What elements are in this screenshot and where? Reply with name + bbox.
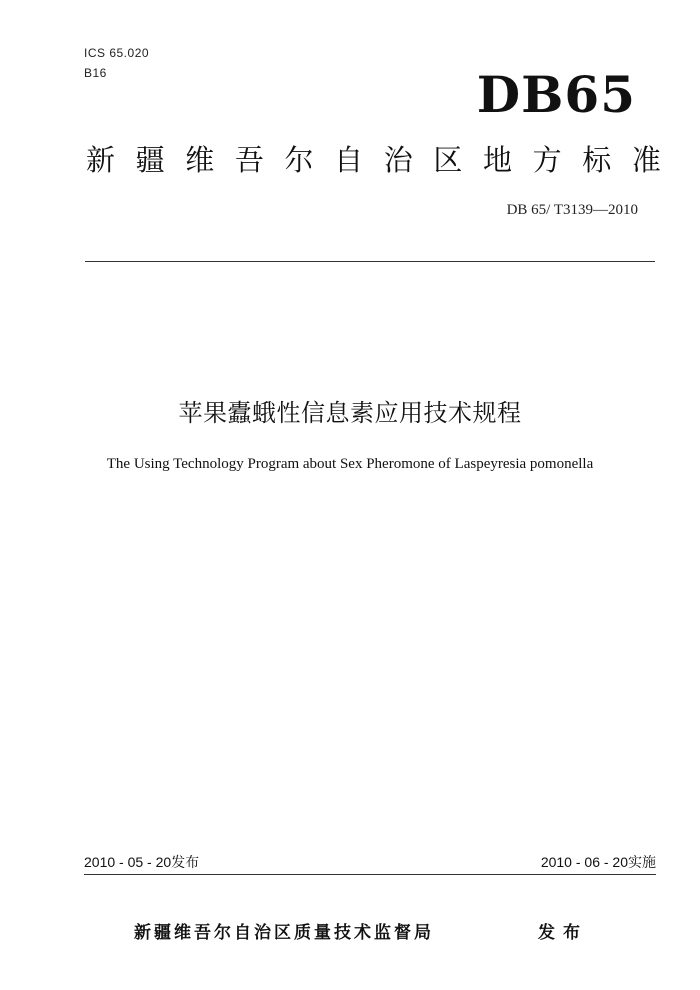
issue-date: 2010 - 05 - 20 — [84, 854, 172, 870]
ccs-code: B16 — [84, 66, 107, 80]
standard-type-heading — [86, 143, 661, 177]
standard-type-char: 维 — [185, 143, 215, 177]
implement-date-suffix: 实施 — [628, 855, 656, 871]
standard-type-char: 方 — [532, 143, 562, 177]
date-row — [84, 852, 656, 872]
standard-type-char: 治 — [383, 143, 413, 177]
issue-date-suffix: 发布 — [171, 855, 200, 871]
implement-date-group — [541, 852, 656, 872]
standard-type-char: 新 — [86, 143, 116, 177]
document-title-chinese: 苹果蠹蛾性信息素应用技术规程 — [178, 399, 522, 427]
issue-date-group — [84, 852, 199, 872]
standard-type-char: 疆 — [135, 143, 165, 177]
standard-code-logo: DB65 — [476, 65, 636, 124]
standard-type-char: 尔 — [284, 143, 314, 177]
ics-code: ICS 65.020 — [84, 46, 150, 60]
header-divider — [85, 261, 655, 262]
standard-number: DB 65/ T3139—2010 — [506, 202, 638, 218]
standard-type-char: 准 — [631, 143, 661, 177]
implement-date: 2010 - 06 - 20 — [540, 854, 628, 870]
standard-type-char: 地 — [483, 143, 513, 177]
document-title-english: The Using Technology Program about Sex Pheromone of Laspeyresia pomonella — [106, 456, 594, 472]
standard-type-char: 吾 — [234, 143, 264, 177]
standard-type-char: 自 — [334, 143, 364, 177]
issue-label: 发布 — [538, 923, 588, 943]
date-divider — [84, 874, 656, 875]
issuing-authority: 新疆维吾尔自治区质量技术监督局 — [134, 923, 434, 943]
standard-type-char: 区 — [433, 143, 463, 177]
standard-type-char: 标 — [582, 143, 612, 177]
